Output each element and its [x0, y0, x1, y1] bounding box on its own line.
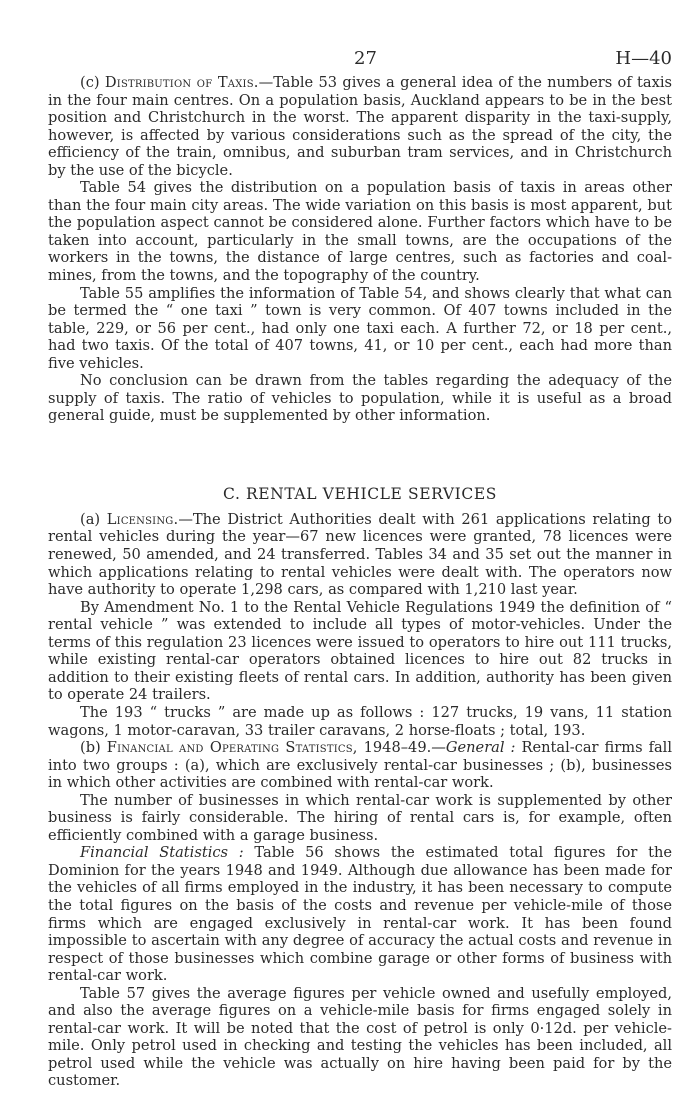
paragraph-heading: Financial Statistics : [80, 844, 244, 862]
document-code: H—40 [615, 48, 672, 69]
paragraph-subheading: —General : [431, 739, 516, 757]
distribution-of-taxis-paragraph [48, 74, 672, 179]
page-header [48, 0, 672, 74]
financial-operating-paragraph [48, 739, 672, 792]
paragraph-text: —Table 53 gives a general idea of the numbers of taxis in the four main centres. On a population basis, Auckland appears to be in the best position and Christchurch in the worst. The apparent disparity in the taxi-supply, however, is affected by various considerations such as the spread of the city, the efficiency of the train, omnibus, and suburban tram services, and in Christchurch by the use of the bicycle. [48, 74, 673, 179]
amendment-paragraph: By Amendment No. 1 to the Rental Vehicle Regulations 1949 the definition of “ rental vehicle ” was extended to include all types of motor-vehicles. Under the terms of this regulation 23 licences were issued to operators to hire out 111 trucks, while existing rental-car operators obtained licences to hire out 82 trucks in addition to their existing fleets of rental cars. In addition, authority has been given to operate 24 trailers. [48, 598, 672, 704]
paragraph-label: (c) [80, 74, 100, 91]
licensing-paragraph [48, 511, 672, 599]
paragraph-text: Table 56 shows the estimated total figures for the Dominion for the years 1948 and 1949. Although due allowance has been made for the vehicles of all firms employed in the industry, it has been necessary to compute the total figures on the basis of the costs and revenue per vehicle-mile of those firms which are engaged exclusively in rental-car work. It has been found impossible to ascertain with any degree of accuracy the actual costs and revenue in respect of those businesses which combine garage or other forms of business with rental-car work. [48, 844, 672, 985]
paragraph-label: (b) [80, 739, 101, 757]
trucks-paragraph: The 193 “ trucks ” are made up as follows : 127 trucks, 19 vans, 11 station wagons, 1 motor-caravan, 33 trailer caravans, 2 horse-floats ; total, 193. [48, 703, 672, 739]
paragraph-text: Rental-car firms fall into two groups : (a), which are exclusively rental-car businesses ; (b), businesses in which other activities are combined with rental-car work. [48, 739, 673, 792]
paragraph-label: (a) [80, 510, 101, 528]
section-heading: C. RENTAL VEHICLE SERVICES [223, 484, 497, 503]
businesses-paragraph: The number of businesses in which rental-car work is supplemented by other business is fairly considerable. The hiring of rental cars is, for example, often efficiently combined with a garage business. [48, 791, 672, 844]
paragraph-heading: Financial and Operating Statistics, [106, 739, 358, 757]
table-55-paragraph: Table 55 amplifies the information of Table 54, and shows clearly that what can be termed the “ one taxi ” town is very common. Of 407 towns included in the table, 229, or 56 per cent., had only one taxi each. A further 72, or 18 per cent., had two taxis. Of the total of 407 towns, 41, or 10 per cent., each had more than five vehicles. [48, 284, 672, 372]
paragraph-text: —The District Authorities dealt with 261 applications relating to rental vehicles during the year—67 new licences were granted, 78 licences were renewed, 50 amended, and 24 transferred. Tables 34 and 35 set out the manner in which applications relating to rental vehicles were dealt with. The operators now have authority to operate 1,298 cars, as compared with 1,210 last year. [48, 510, 672, 599]
financial-statistics-paragraph [48, 844, 672, 984]
document-page [48, 0, 672, 1090]
paragraph-heading: Licensing. [106, 510, 179, 528]
table-54-paragraph: Table 54 gives the distribution on a population basis of taxis in areas other than the four main city areas. The wide variation on this basis is most apparent, but the population aspect cannot be considered alone. Further factors which have to be taken into account, particularly in the small towns, are the occupations of the workers in the towns, the distance of large centres, such as factories and coal-mines, from the towns, and the topography of the country. [48, 179, 672, 285]
table-57-paragraph: Table 57 gives the average figures per vehicle owned and usefully employed, and also the average figures on a vehicle-mile basis for firms engaged solely in rental-car work. It will be noted that the cost of petrol is only 0·12d. per vehicle-mile. Only petrol used in checking and testing the vehicles has been included, all petrol used while the vehicle was actually on hire having been paid for by the customer. [48, 984, 672, 1090]
taxi-adequacy-paragraph: No conclusion can be drawn from the tables regarding the adequacy of the supply of taxis. The ratio of vehicles to population, while it is useful as a broad general guide, must be supplemented by other information. [48, 372, 672, 425]
paragraph-heading: Distribution of Taxis. [104, 74, 259, 91]
paragraph-years: 1948–49. [357, 739, 432, 757]
page-number: 27 [354, 48, 377, 69]
